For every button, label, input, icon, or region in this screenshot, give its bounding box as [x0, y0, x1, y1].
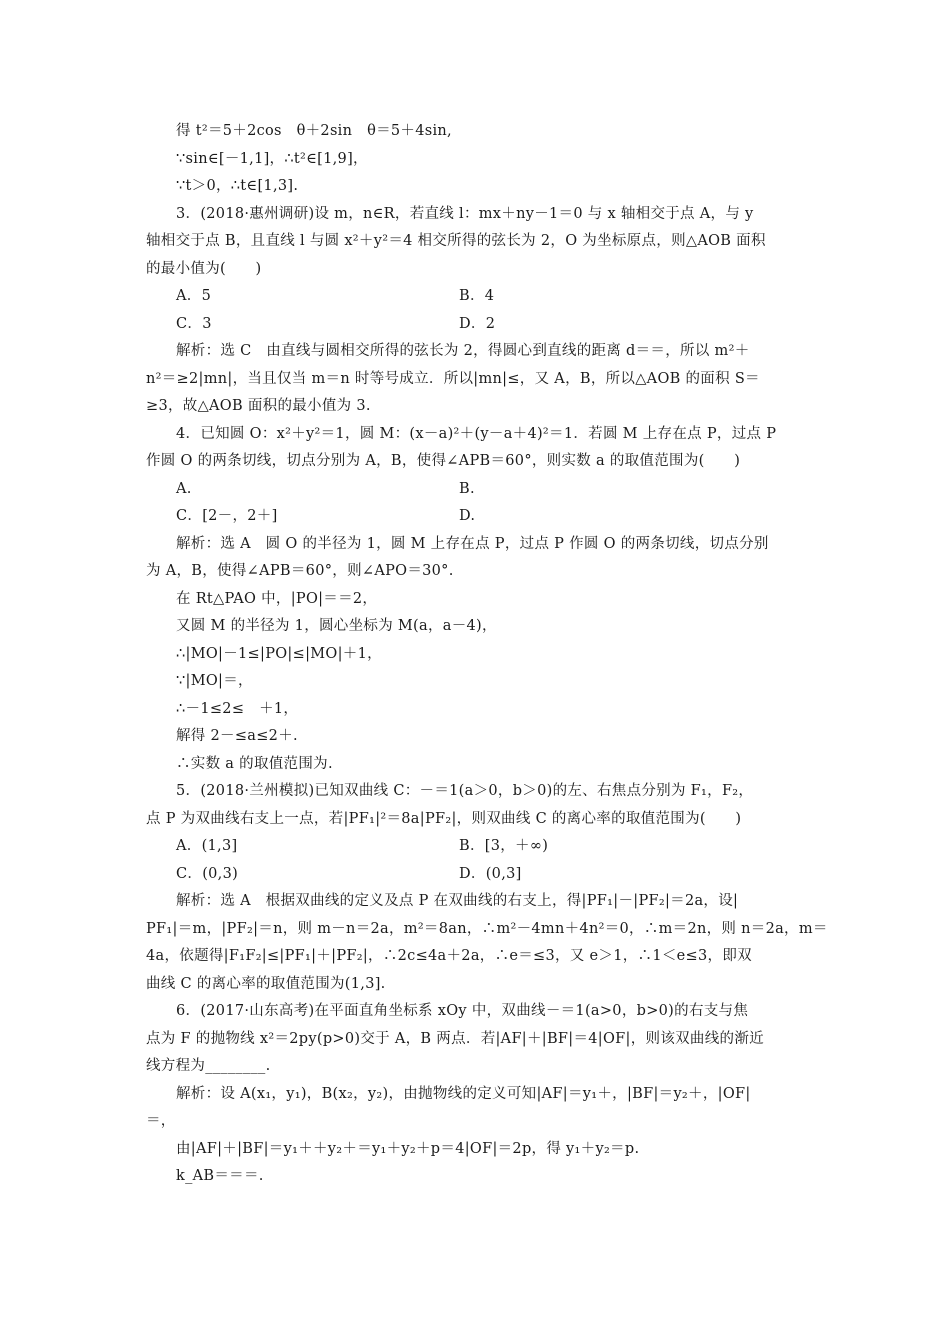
option-b: B．4	[459, 288, 495, 304]
solution-text: 又圆 M 的半径为 1，圆心坐标为 M(a，a－4)，	[176, 618, 497, 634]
option-a: A．(1,3]	[176, 838, 238, 854]
question-6-stem-cont: 线方程为________.	[146, 1058, 271, 1074]
solution-text: n²＝≥2|mn|，当且仅当 m＝n 时等号成立．所以|mn|≤，又 A，B，所以△AOB 的面积 S＝	[146, 370, 760, 387]
text-line: ∵sin∈[－1,1]，∴t²∈[1,9]，	[176, 150, 368, 167]
solution-text: PF₁|＝m，|PF₂|＝n，则 m－n＝2a，m²＝8an，∴m²－4mn＋4n²＝0，∴m＝2n，则 n＝2a，m＝	[146, 920, 828, 937]
solution-text: 由|AF|＋|BF|＝y₁＋＋y₂＋＝y₁＋y₂＋p＝4|OF|＝2p，得 y₁＋y₂＝p.	[176, 1140, 640, 1157]
solution-text: 解析：选 C 由直线与圆相交所得的弦长为 2，得圆心到直线的距离 d＝＝，所以 m²＋	[176, 343, 750, 359]
text-line: 得 t²＝5＋2cos θ＋2sin θ＝5＋4sin,	[176, 123, 452, 139]
options-row	[146, 503, 810, 531]
question-3-stem: 3．(2018·惠州调研)设 m，n∈R，若直线 l：mx＋ny－1＝0 与 x 轴相交于点 A，与 y	[176, 205, 754, 222]
solution-text: 曲线 C 的离心率的取值范围为(1,3].	[146, 975, 386, 992]
options-row	[146, 476, 810, 504]
solution-text: ∴－1≤2≤ ＋1，	[176, 700, 299, 717]
solution-text: 解析：选 A 根据双曲线的定义及点 P 在双曲线的右支上，得|PF₁|－|PF₂|＝2a，设|	[176, 893, 739, 909]
question-6-stem: 6．(2017·山东高考)在平面直角坐标系 xOy 中，双曲线－＝1(a>0，b>0)的右支与焦	[176, 1003, 749, 1019]
solution-text: ∵|MO|＝，	[176, 673, 253, 689]
solution-text: 为 A，B，使得∠APB＝60°，则∠APO＝30°.	[146, 563, 454, 579]
option-a: A.	[176, 480, 192, 497]
question-6-stem-cont: 点为 F 的抛物线 x²＝2py(p>0)交于 A，B 两点．若|AF|＋|BF|＝4|OF|，则该双曲线的渐近	[146, 1030, 764, 1047]
question-5-stem: 5．(2018·兰州模拟)已知双曲线 C：－＝1(a＞0，b＞0)的左、右焦点分别为 F₁，F₂，	[176, 783, 754, 799]
question-3-stem-cont: 轴相交于点 B，且直线 l 与圆 x²＋y²＝4 相交所得的弦长为 2，O 为坐标原点，则△AOB 面积	[146, 233, 766, 249]
question-5-stem-cont: 点 P 为双曲线右支上一点，若|PF₁|²＝8a|PF₂|，则双曲线 C 的离心率的取值范围为( )	[146, 810, 742, 827]
solution-text: ∴|MO|－1≤|PO|≤|MO|＋1，	[176, 645, 382, 662]
text-line: ∵t＞0，∴t∈[1,3].	[176, 178, 299, 194]
option-d: D．(0,3]	[459, 865, 522, 882]
option-c: C．3	[176, 315, 212, 332]
solution-text: ∴实数 a 的取值范围为.	[176, 755, 333, 772]
option-d: D．2	[459, 315, 496, 332]
options-row	[146, 283, 810, 311]
options-row	[146, 861, 810, 889]
options-row	[146, 833, 810, 861]
option-c: C．[2－，2＋]	[176, 508, 278, 524]
option-a: A．5	[176, 288, 212, 304]
option-b: B．[3，＋∞)	[459, 838, 549, 854]
solution-text: 解得 2－≤a≤2＋.	[176, 728, 298, 744]
option-d: D.	[459, 508, 476, 524]
option-c: C．(0,3)	[176, 865, 239, 882]
solution-text: 解析：选 A 圆 O 的半径为 1，圆 M 上存在点 P，过点 P 作圆 O 的两条切线，切点分别	[176, 535, 769, 552]
solution-text: 4a，依题得|F₁F₂|≤|PF₁|＋|PF₂|，∴2c≤4a＋2a，∴e＝≤3，又 e＞1，∴1＜e≤3，即双	[146, 948, 752, 964]
solution-text: 解析：设 A(x₁，y₁)，B(x₂，y₂)，由抛物线的定义可知|AF|＝y₁＋，|BF|＝y₂＋，|OF|	[176, 1085, 751, 1102]
options-row	[146, 311, 810, 339]
question-3-stem-cont: 的最小值为( )	[146, 260, 262, 277]
solution-text: ＝，	[146, 1113, 176, 1129]
solution-text: 在 Rt△PAO 中，|PO|＝＝2，	[176, 590, 378, 607]
solution-text: k_AB＝＝＝.	[176, 1168, 264, 1184]
document-page	[146, 118, 828, 1191]
question-4-stem: 4．已知圆 O：x²＋y²＝1，圆 M：(x－a)²＋(y－a＋4)²＝1．若圆 M 上存在点 P，过点 P	[176, 425, 777, 442]
solution-text: ≥3，故△AOB 面积的最小值为 3.	[146, 398, 371, 414]
question-4-stem-cont: 作圆 O 的两条切线，切点分别为 A，B，使得∠APB＝60°，则实数 a 的取值范围为( )	[146, 453, 741, 469]
option-b: B.	[459, 480, 475, 497]
